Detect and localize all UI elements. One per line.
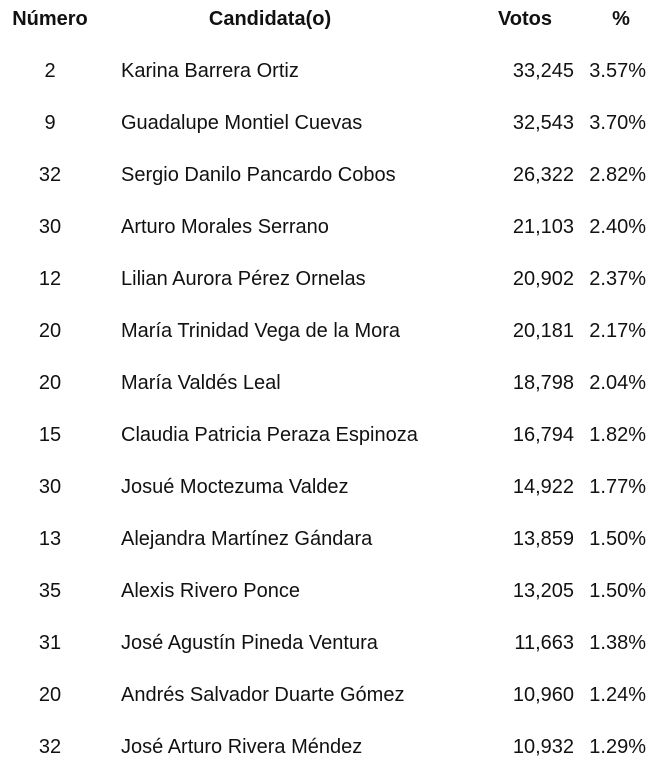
table-header bbox=[0, 4, 662, 34]
header-numero: Número bbox=[12, 8, 88, 30]
table-row bbox=[0, 732, 662, 762]
table-row bbox=[0, 264, 662, 294]
cell-nombre: Josué Moctezuma Valdez bbox=[121, 476, 349, 498]
cell-nombre: Claudia Patricia Peraza Espinoza bbox=[121, 424, 418, 446]
cell-percent: 3.57% bbox=[589, 60, 646, 82]
cell-votos: 10,960 bbox=[512, 684, 574, 706]
cell-numero: 32 bbox=[38, 164, 62, 186]
cell-percent: 1.82% bbox=[589, 424, 646, 446]
cell-nombre: Alejandra Martínez Gándara bbox=[121, 528, 373, 550]
table-row bbox=[0, 316, 662, 346]
cell-nombre: José Agustín Pineda Ventura bbox=[121, 632, 378, 654]
cell-nombre: Sergio Danilo Pancardo Cobos bbox=[121, 164, 396, 186]
cell-numero: 20 bbox=[38, 320, 62, 342]
cell-nombre: José Arturo Rivera Méndez bbox=[121, 736, 363, 758]
table-row bbox=[0, 576, 662, 606]
cell-numero: 2 bbox=[44, 60, 56, 82]
table-row bbox=[0, 680, 662, 710]
cell-numero: 13 bbox=[38, 528, 62, 550]
cell-votos: 21,103 bbox=[512, 216, 574, 238]
cell-nombre: Karina Barrera Ortiz bbox=[121, 60, 299, 82]
cell-nombre: María Valdés Leal bbox=[121, 372, 281, 394]
cell-percent: 2.04% bbox=[589, 372, 646, 394]
cell-votos: 10,932 bbox=[512, 736, 574, 758]
cell-votos: 11,663 bbox=[514, 632, 574, 654]
cell-percent: 1.24% bbox=[589, 684, 646, 706]
cell-percent: 3.70% bbox=[589, 112, 646, 134]
cell-percent: 1.50% bbox=[589, 528, 646, 550]
cell-nombre: María Trinidad Vega de la Mora bbox=[121, 320, 401, 342]
table-row bbox=[0, 160, 662, 190]
table-row bbox=[0, 420, 662, 450]
cell-percent: 2.82% bbox=[589, 164, 646, 186]
cell-percent: 2.40% bbox=[589, 216, 646, 238]
cell-numero: 9 bbox=[44, 112, 56, 134]
cell-numero: 20 bbox=[38, 684, 62, 706]
cell-percent: 2.17% bbox=[589, 320, 646, 342]
header-votos: Votos bbox=[497, 8, 553, 30]
header-candidata: Candidata(o) bbox=[208, 8, 332, 30]
cell-votos: 18,798 bbox=[512, 372, 574, 394]
table-row bbox=[0, 108, 662, 138]
cell-votos: 20,181 bbox=[512, 320, 574, 342]
cell-votos: 13,205 bbox=[512, 580, 574, 602]
cell-nombre: Arturo Morales Serrano bbox=[121, 216, 329, 238]
cell-numero: 15 bbox=[38, 424, 62, 446]
table-row bbox=[0, 56, 662, 86]
cell-numero: 31 bbox=[38, 632, 62, 654]
cell-nombre: Andrés Salvador Duarte Gómez bbox=[121, 684, 405, 706]
cell-numero: 20 bbox=[38, 372, 62, 394]
cell-votos: 20,902 bbox=[512, 268, 574, 290]
cell-percent: 1.77% bbox=[589, 476, 646, 498]
cell-votos: 16,794 bbox=[512, 424, 574, 446]
cell-nombre: Alexis Rivero Ponce bbox=[121, 580, 300, 602]
cell-votos: 33,245 bbox=[512, 60, 574, 82]
table-row bbox=[0, 524, 662, 554]
header-percent: % bbox=[612, 8, 630, 30]
table-row bbox=[0, 212, 662, 242]
cell-numero: 32 bbox=[38, 736, 62, 758]
table-row bbox=[0, 472, 662, 502]
table-row bbox=[0, 628, 662, 658]
cell-nombre: Guadalupe Montiel Cuevas bbox=[121, 112, 363, 134]
cell-percent: 1.38% bbox=[589, 632, 646, 654]
cell-percent: 1.50% bbox=[589, 580, 646, 602]
cell-numero: 35 bbox=[38, 580, 62, 602]
cell-numero: 30 bbox=[38, 476, 62, 498]
cell-percent: 2.37% bbox=[589, 268, 646, 290]
table-row bbox=[0, 368, 662, 398]
cell-votos: 26,322 bbox=[512, 164, 574, 186]
cell-votos: 32,543 bbox=[512, 112, 574, 134]
cell-votos: 14,922 bbox=[512, 476, 574, 498]
cell-votos: 13,859 bbox=[512, 528, 574, 550]
cell-numero: 30 bbox=[38, 216, 62, 238]
cell-percent: 1.29% bbox=[589, 736, 646, 758]
cell-numero: 12 bbox=[38, 268, 62, 290]
cell-nombre: Lilian Aurora Pérez Ornelas bbox=[121, 268, 366, 290]
